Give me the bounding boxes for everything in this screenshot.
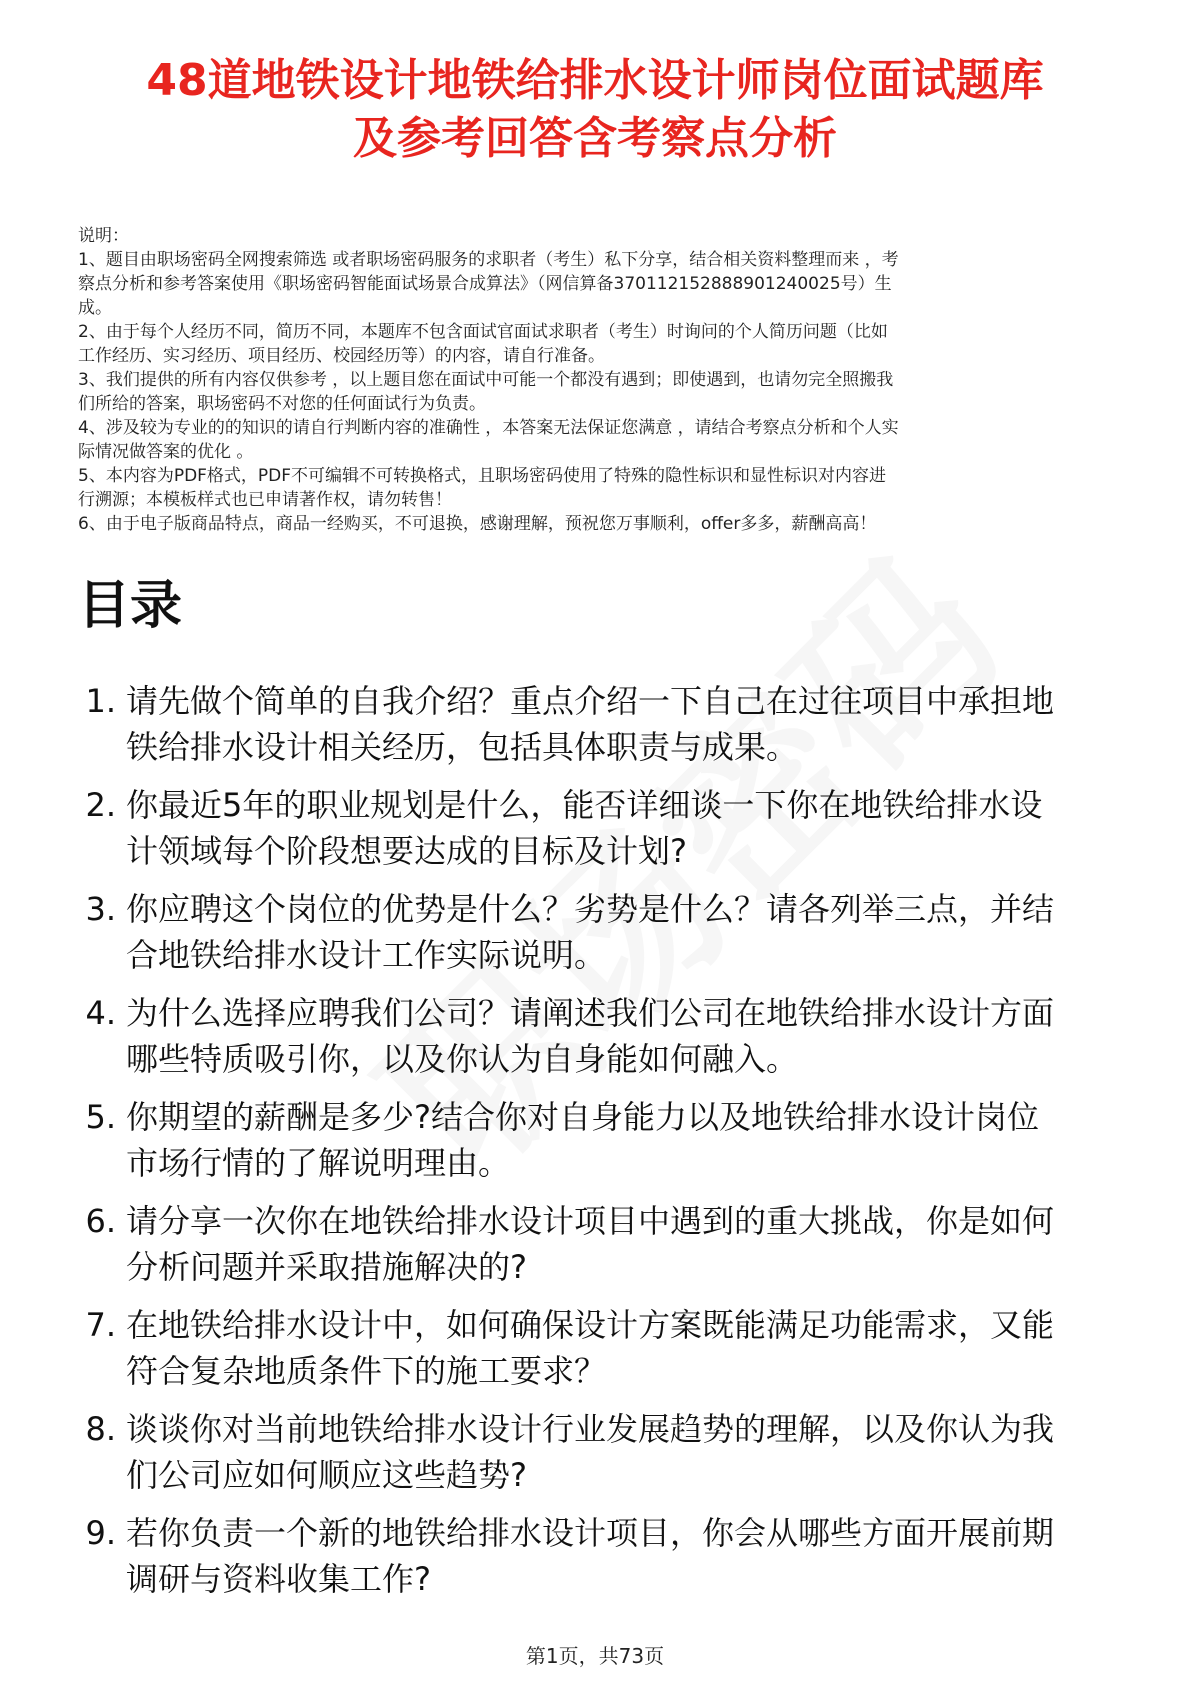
toc-item-text: 请先做个简单的自我介绍？重点介绍一下自己在过往项目中承担地铁给排水设计相关经历，包括具体职责与成果。 [126, 682, 1055, 766]
toc-item-text: 谈谈你对当前地铁给排水设计行业发展趋势的理解，以及你认为我们公司应如何顺应这些趋势? [126, 1410, 1055, 1494]
toc-item-number: 2. [85, 786, 116, 824]
toc-item[interactable] [78, 990, 1112, 1082]
toc-item-number: 7. [85, 1306, 116, 1344]
toc-item[interactable] [78, 1510, 1112, 1602]
notes-line: 3、我们提供的所有内容仅供参考 ，以上题目您在面试中可能一个都没有遇到；即使遇到，也请勿完全照搬我 [78, 370, 894, 390]
notes-line: 察点分析和参考答案使用《职场密码智能面试场景合成算法》（网信算备370112152888901240025号）生 [78, 274, 892, 294]
toc-item-text: 在地铁给排水设计中，如何确保设计方案既能满足功能需求，又能符合复杂地质条件下的施工要求？ [126, 1306, 1055, 1390]
toc-item-text: 你应聘这个岗位的优势是什么？劣势是什么？请各列举三点，并结合地铁给排水设计工作实际说明。 [126, 890, 1055, 974]
toc-item[interactable] [78, 1198, 1112, 1290]
toc-item-text: 你最近5年的职业规划是什么，能否详细谈一下你在地铁给排水设计领域每个阶段想要达成的目标及计划? [126, 786, 1043, 870]
title-line-1: 48道地铁设计地铁给排水设计师岗位面试题库 [146, 55, 1044, 106]
toc-list [78, 678, 1112, 1602]
notes-line: 5、本内容为PDF格式，PDF不可编辑不可转换格式，且职场密码使用了特殊的隐性标识和显性标识对内容进 [78, 466, 887, 486]
notes-section [78, 224, 1112, 536]
notes-line: 1、题目由职场密码全网搜索筛选 或者职场密码服务的求职者（考生）私下分享，结合相关资料整理而来 ，考 [78, 250, 899, 270]
toc-item-number: 6. [85, 1202, 116, 1240]
toc-item[interactable] [78, 1406, 1112, 1498]
notes-line: 4、涉及较为专业的的知识的请自行判断内容的准确性 ，本答案无法保证您满意 ，请结合考察点分析和个人实 [78, 418, 899, 438]
notes-line: 工作经历、实习经历、项目经历、校园经历等）的内容，请自行准备。 [78, 346, 605, 366]
toc-item[interactable] [78, 1302, 1112, 1394]
toc-item-text: 为什么选择应聘我们公司？请阐述我们公司在地铁给排水设计方面哪些特质吸引你，以及你认为自身能如何融入。 [126, 994, 1055, 1078]
notes-line: 际情况做答案的优化 。 [78, 442, 254, 462]
toc-item-text: 你期望的薪酬是多少?结合你对自身能力以及地铁给排水设计岗位市场行情的了解说明理由。 [126, 1098, 1039, 1182]
document-title [78, 52, 1112, 168]
toc-item-number: 5. [85, 1098, 116, 1136]
toc-item[interactable] [78, 782, 1112, 874]
notes-line: 6、由于电子版商品特点，商品一经购买，不可退换，感谢理解，预祝您万事顺利，offer多多，薪酬高高！ [78, 514, 877, 534]
notes-line: 成。 [78, 298, 112, 318]
toc-item-text: 请分享一次你在地铁给排水设计项目中遇到的重大挑战，你是如何分析问题并采取措施解决的? [126, 1202, 1055, 1286]
toc-item-number: 1. [85, 682, 116, 720]
notes-line: 2、由于每个人经历不同，简历不同，本题库不包含面试官面试求职者（考生）时询问的个人简历问题（比如 [78, 322, 888, 342]
toc-item-number: 9. [85, 1514, 116, 1552]
toc-item-number: 8. [85, 1410, 116, 1448]
toc-heading: 目录 [78, 576, 183, 636]
notes-line: 行溯源；本模板样式也已申请著作权，请勿转售！ [78, 490, 452, 510]
toc-item[interactable] [78, 886, 1112, 978]
toc-item[interactable] [78, 1094, 1112, 1186]
toc-item-number: 3. [85, 890, 116, 928]
notes-line: 说明： [78, 226, 129, 246]
toc-item[interactable] [78, 678, 1112, 770]
page-footer: 第1页，共73页 [525, 1644, 665, 1668]
toc-item-text: 若你负责一个新的地铁给排水设计项目，你会从哪些方面开展前期调研与资料收集工作? [126, 1514, 1055, 1598]
toc-item-number: 4. [85, 994, 116, 1032]
notes-line: 们所给的答案，职场密码不对您的任何面试行为负责。 [78, 394, 486, 414]
title-line-2: 及参考回答含考察点分析 [353, 113, 837, 164]
